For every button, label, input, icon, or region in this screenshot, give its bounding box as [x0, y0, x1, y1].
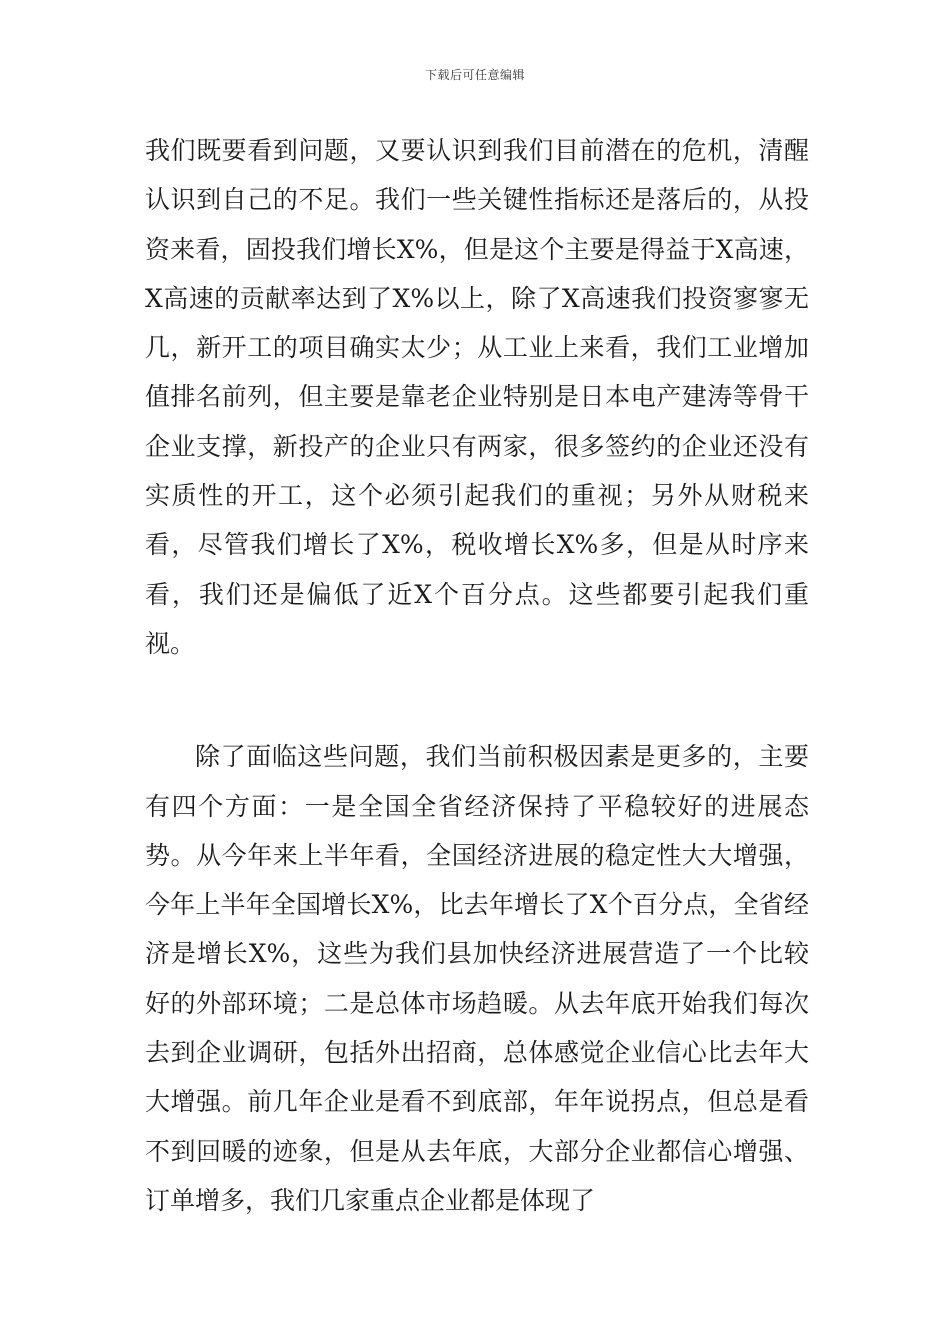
paragraph-positive-factors: 除了面临这些问题，我们当前积极因素是更多的，主要有四个方面：一是全国全省经济保持了平稳较好的进展态势。从今年来上半年看，全国经济进展的稳定性大大增强，今年上半年全国增长X%，比去年增长了X个百分点，全省经济是增长X%，这些为我们县加快经济进展营造了一个比较好的外部环境；二是总体市场趋暖。从去年底开始我们每次去到企业调研，包括外出招商，总体感觉企业信心比去年大大增强。前几年企业是看不到底部，年年说拐点，但总是看不到回暖的迹象，但是从去年底，大部分企业都信心增强、订单增多，我们几家重点企业都是体现了 — [145, 742, 809, 1215]
header-note: 下载后可任意编辑 — [424, 68, 525, 82]
document-body — [145, 126, 809, 1225]
paragraph-problems: 我们既要看到问题，又要认识到我们目前潜在的危机，清醒认识到自己的不足。我们一些关键性指标还是落后的，从投资来看，固投我们增长X%，但是这个主要是得益于X高速，X高速的贡献率达到了X%以上，除了X高速我们投资寥寥无几，新开工的项目确实太少；从工业上来看，我们工业增加值排名前列，但主要是靠老企业特别是日本电产建涛等骨干企业支撑，新投产的企业只有两家，很多签约的企业还没有实质性的开工，这个必须引起我们的重视；另外从财税来看，尽管我们增长了X%，税收增长X%多，但是从时序来看，我们还是偏低了近X个百分点。这些都要引起我们重视。 — [145, 136, 809, 658]
